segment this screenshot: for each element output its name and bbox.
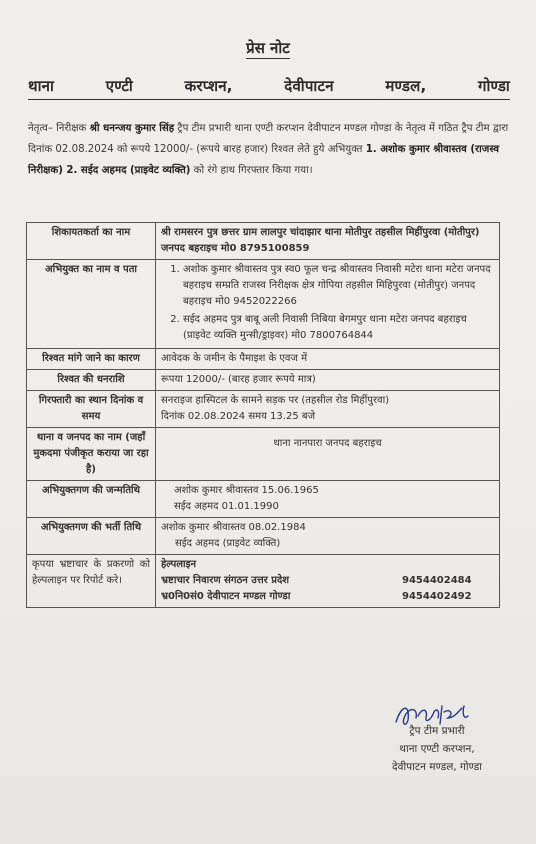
reason-label: रिश्वत मांगे जाने का कारण xyxy=(27,349,156,370)
helpline-heading: हेल्पलाइन xyxy=(161,559,197,570)
helpline-number-2: 9454402492 xyxy=(402,591,472,602)
station-label: थाना व जनपद का नाम (जहाँ मुकदमा पंजीकृत कराया जा रहा है) xyxy=(27,428,156,481)
signature-block xyxy=(352,722,522,776)
table-row xyxy=(27,260,500,349)
recruit-accused-2: सईद अहमद (प्राइवेट व्यक्ति) xyxy=(175,538,281,549)
helpline-org-2: भ्र0नि0सं0 देवीपाटन मण्डल गोण्डा xyxy=(161,591,291,602)
signatory-office: थाना एण्टी करप्शन, xyxy=(399,743,475,755)
reason-value: आवेदक के जमीन के पैमाइश के एवज में xyxy=(156,349,500,370)
list-item: 2. सईद अहमद पुत्र बाबू अली निवासी निबिया बेगमपुर थाना मटेरा जनपद बहराइच (प्राइवेट व्यक्ति मुन्सी/ड्राइवर) मो0 7800764844 xyxy=(183,312,494,344)
station-value: थाना नानपारा जनपद बहराइच xyxy=(156,428,500,481)
helpline-org-1: भ्रष्टाचार निवारण संगठन उत्तर प्रदेश xyxy=(161,575,290,586)
complainant-value: श्री रामसरन पुत्र छत्तर ग्राम लालपुर चांदाझार थाना मोतीपुर तहसील मिहींपुरवा (मोतीपुर) जनपद बहराइच मो0 8795100859 xyxy=(156,223,500,260)
table-row xyxy=(27,481,500,518)
dob-accused-1: अशोक कुमार श्रीवास्तव 15.06.1965 xyxy=(174,485,319,496)
table-row xyxy=(27,391,500,428)
arrest-datetime: दिनांक 02.08.2024 समय 13.25 बजे xyxy=(161,411,315,422)
arrest-value xyxy=(156,391,500,428)
accused-label: अभियुक्त का नाम व पता xyxy=(27,260,156,349)
dob-accused-2: सईद अहमद 01.01.1990 xyxy=(174,501,279,512)
table-row xyxy=(27,370,500,391)
recruit-label: अभियुक्तगण की भर्ती तिथि xyxy=(27,518,156,555)
amount-label: रिश्वत की धनराशि xyxy=(27,370,156,391)
table-row xyxy=(27,518,500,555)
office-heading: थाना एण्टी करप्शन, देवीपाटन मण्डल, गोण्डा xyxy=(28,76,510,100)
case-details-table xyxy=(26,222,500,608)
dob-value xyxy=(156,481,500,518)
complainant-label: शिकायतकर्ता का नाम xyxy=(27,223,156,260)
helpline-number-1: 9454402484 xyxy=(402,575,472,586)
signatory-place: देवीपाटन मण्डल, गोण्डा xyxy=(392,761,482,773)
list-item: 1. अशोक कुमार श्रीवास्तव पुत्र स्व0 फूल चन्द्र श्रीवास्तव निवासी मटेरा थाना मटेरा जनपद बहराइच सम्प्रति राजस्व निरीक्षक क्षेत्र गोपिया तहसील मिहिपुरवा (मोतीपुर) जनपद बहराइच मो0 9452022266 xyxy=(183,262,494,310)
recruit-accused-1: अशोक कुमार श्रीवास्तव 08.02.1984 xyxy=(161,522,306,533)
table-row xyxy=(27,223,500,260)
arrest-place: सनराइज हास्पिटल के सामने सड़क पर (तहसील रोड मिहींपुरवा) xyxy=(161,395,390,406)
accused-names: 1. अशोक कुमार श्रीवास्तव (राजस्व निरीक्षक) 2. सईद अहमद (प्राइवेट व्यक्ति) xyxy=(28,144,499,176)
helpline-value xyxy=(156,555,500,608)
intro-paragraph: नेतृत्व– निरीक्षक श्री धनन्जय कुमार सिंह ट्रैप टीम प्रभारी थाना एण्टी करप्शन देवीपाटन मण्डल गोण्डा के नेतृत्व में गठित ट्रैप टीम द्वारा दिनांक 02.08.2024 को रूपये 12000/- (रूपये बारह हजार) रिश्वत लेते हुये अभियुक्त 1. अशोक कुमार श्रीवास्तव (राजस्व निरीक्षक) 2. सईद अहमद (प्राइवेट व्यक्ति) को रंगे हाथ गिरफ्तार किया गया। xyxy=(28,123,509,176)
helpline-row-1 xyxy=(161,573,494,589)
recruit-value xyxy=(156,518,500,555)
helpline-row-2 xyxy=(161,589,494,605)
table-row xyxy=(27,428,500,481)
accused-value xyxy=(156,260,500,349)
officer-name: श्री धनन्जय कुमार सिंह xyxy=(89,123,175,134)
press-note-title: प्रेस नोट xyxy=(246,39,290,57)
amount-value: रूपया 12000/- (बारह हजार रूपये मात्र) xyxy=(156,370,500,391)
table-row xyxy=(27,349,500,370)
table-row xyxy=(27,555,500,608)
dob-label: अभियुक्तगण की जन्मतिथि xyxy=(27,481,156,518)
signatory-title: ट्रैप टीम प्रभारी xyxy=(409,725,465,737)
arrest-label: गिरफ्तारी का स्थान दिनांक व समय xyxy=(27,391,156,428)
helpline-label: कृपया भ्रष्टाचार के प्रकरणो को हेल्पलाइन पर रिपोर्ट करे। xyxy=(27,555,156,608)
